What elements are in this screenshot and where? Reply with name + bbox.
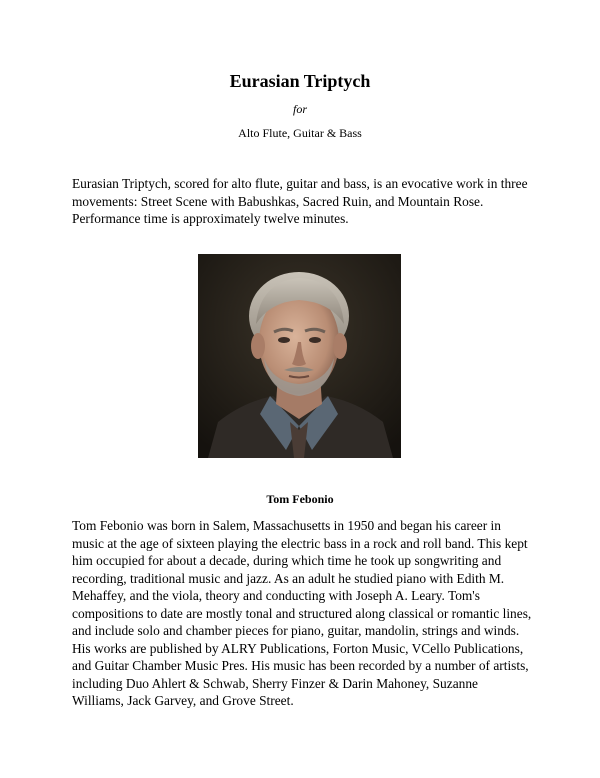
biography-paragraph: Tom Febonio was born in Salem, Massachusetts in 1950 and began his career in music at the age of sixteen playing the electric bass in a rock and roll band. This kept him occupied for about a decade, during which time he took up songwriting and recording, traditional music and jazz. As an adult he studied piano with Edith M. Mehaffey, and the viola, theory and conducting with Joseph A. Leary. Tom's compositions to date are mostly tonal and structured along classical or romantic lines, and include solo and chamber pieces for piano, guitar, mandolin, strings and winds. His works are published by ALRY Publications, Forton Music, VCello Publications, and Guitar Chamber Music Pres. His music has been recorded by a number of artists, including Duo Ahlert & Schwab, Sherry Finzer & Darin Mahoney, Suzanne Williams, Jack Garvey, and Grove Street. — [72, 518, 532, 708]
instrumentation-subtitle: Alto Flute, Guitar & Bass — [238, 126, 362, 140]
for-label: for — [292, 102, 307, 116]
composer-portrait-photo — [198, 254, 401, 458]
intro-paragraph: Eurasian Triptych, scored for alto flute, guitar and bass, is an evocative work in three movements: Street Scene with Babushkas, Sacred Ruin, and Mountain Rose. Performance time is approximately twelve minutes. — [72, 176, 528, 226]
page-title: Eurasian Triptych — [229, 71, 371, 91]
photo-caption: Tom Febonio — [266, 492, 334, 506]
